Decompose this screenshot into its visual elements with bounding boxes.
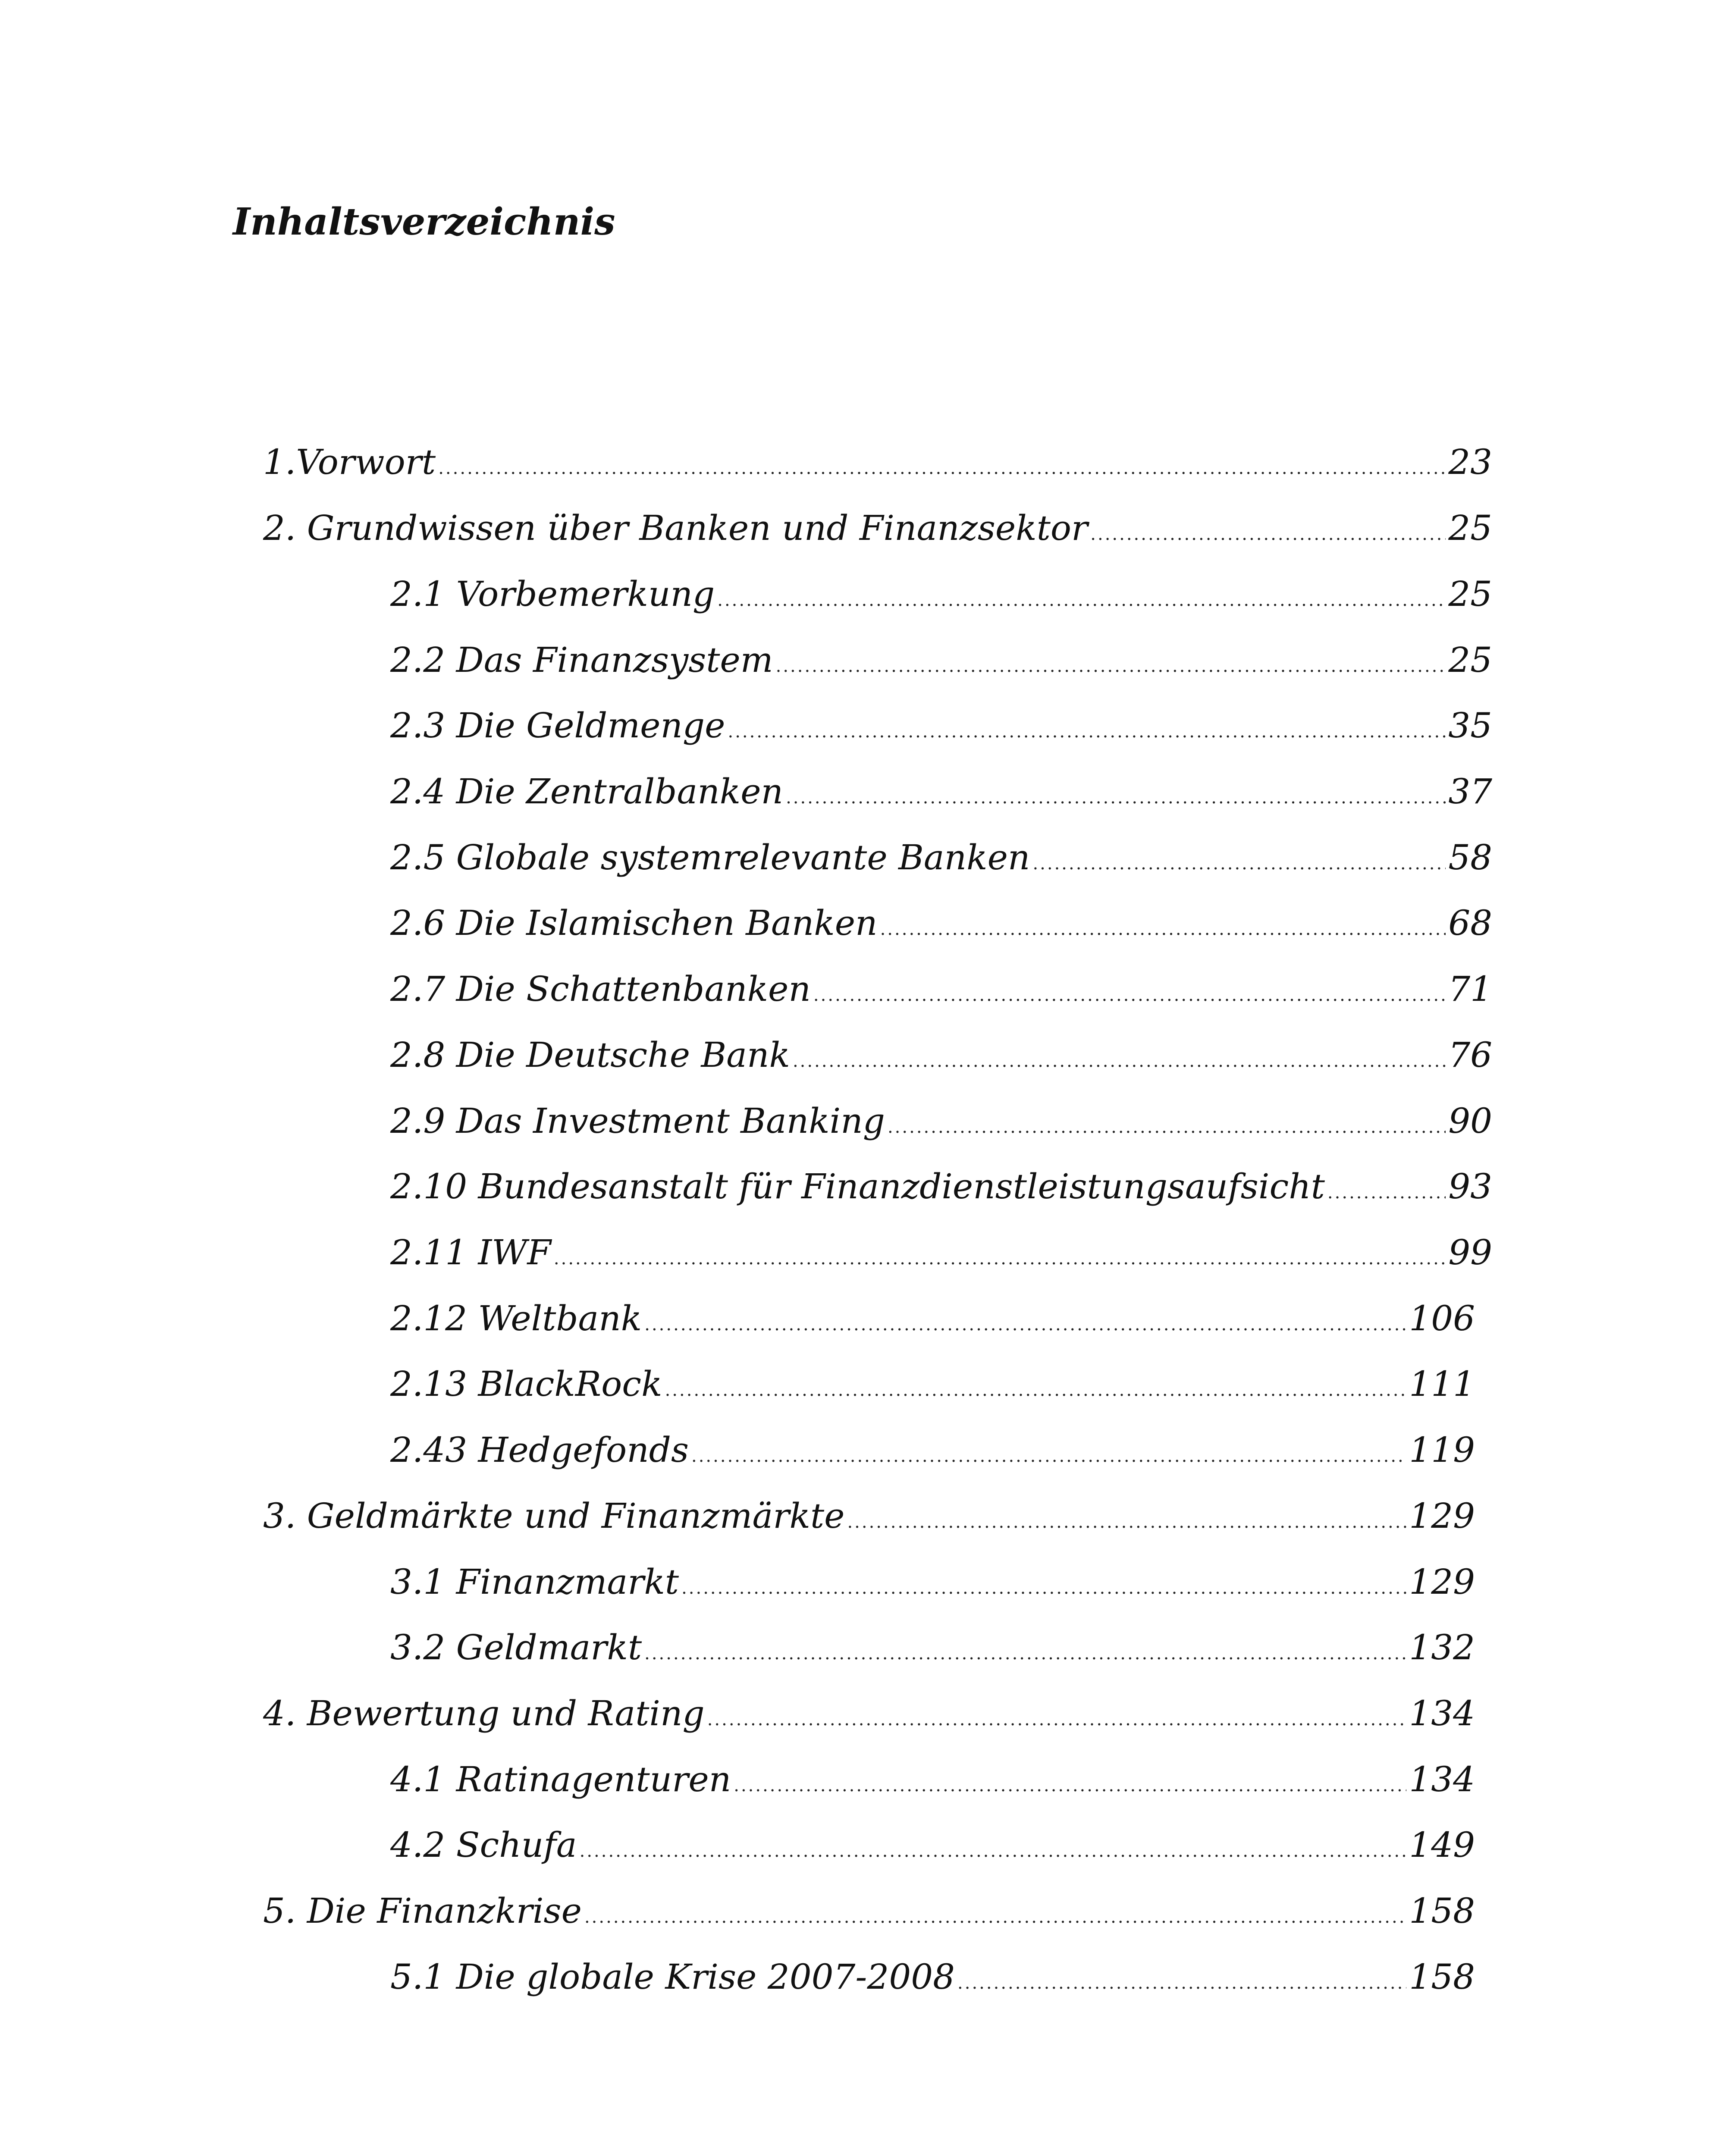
toc-dot-leader xyxy=(554,1233,1446,1285)
toc-page-number: 23 xyxy=(1448,442,1492,482)
toc-page-number: 35 xyxy=(1448,705,1492,746)
toc-entry-title: 2.9 Das Investment Banking xyxy=(390,1101,885,1141)
toc-dot-leader xyxy=(1327,1167,1446,1219)
toc-dot-leader xyxy=(644,1628,1406,1680)
toc-dot-leader xyxy=(580,1825,1407,1877)
toc-entry-bafin[interactable] xyxy=(390,1161,1492,1213)
toc-entry-globale-krise[interactable] xyxy=(390,1951,1475,2003)
toc-entry-islamische-banken[interactable] xyxy=(390,897,1492,949)
toc-entry-title: 2.43 Hedgefonds xyxy=(390,1430,689,1470)
toc-page-number: 132 xyxy=(1409,1627,1475,1667)
toc-entry-weltbank[interactable] xyxy=(390,1293,1475,1344)
toc-page-number: 106 xyxy=(1409,1298,1475,1338)
toc-page-number: 119 xyxy=(1409,1430,1475,1470)
toc-entry-finanzkrise[interactable] xyxy=(263,1885,1475,1937)
toc-entry-title: 2.4 Die Zentralbanken xyxy=(390,771,784,812)
toc-entry-title: 2.6 Die Islamischen Banken xyxy=(390,903,878,943)
toc-page-number: 71 xyxy=(1448,969,1492,1009)
toc-page-number: 158 xyxy=(1409,1891,1475,1931)
toc-dot-leader xyxy=(793,1035,1446,1087)
toc-entry-vorbemerkung[interactable] xyxy=(390,568,1492,620)
toc-entry-schattenbanken[interactable] xyxy=(390,963,1492,1015)
toc-entry-ratinagenturen[interactable] xyxy=(390,1754,1475,1805)
toc-dot-leader xyxy=(728,706,1446,758)
toc-dot-leader xyxy=(847,1496,1406,1548)
toc-entry-title: 4.1 Ratinagenturen xyxy=(390,1759,731,1799)
toc-dot-leader xyxy=(888,1101,1446,1153)
toc-entry-finanzsystem[interactable] xyxy=(390,634,1492,686)
toc-page-number: 25 xyxy=(1448,574,1492,614)
toc-dot-leader xyxy=(644,1299,1406,1351)
toc-dot-leader xyxy=(957,1957,1406,2009)
toc-entry-title: 3.1 Finanzmarkt xyxy=(390,1562,679,1602)
toc-entry-title: 2.3 Die Geldmenge xyxy=(390,705,725,746)
toc-entry-title: 2.5 Globale systemrelevante Banken xyxy=(390,837,1030,877)
toc-entry-systemrelevante-banken[interactable] xyxy=(390,832,1492,884)
toc-dot-leader xyxy=(734,1760,1406,1811)
toc-page-number: 99 xyxy=(1448,1232,1492,1272)
toc-entry-zentralbanken[interactable] xyxy=(390,766,1492,818)
toc-dot-leader xyxy=(786,772,1446,824)
toc-entry-title: 3. Geldmärkte und Finanzmärkte xyxy=(263,1496,845,1536)
toc-dot-leader xyxy=(1090,508,1446,560)
toc-entry-finanzmarkt[interactable] xyxy=(390,1556,1475,1608)
toc-dot-leader xyxy=(438,442,1446,494)
toc-entry-title: 2.1 Vorbemerkung xyxy=(390,574,715,614)
toc-entry-schufa[interactable] xyxy=(390,1819,1475,1871)
toc-page-number: 129 xyxy=(1409,1562,1475,1602)
toc-entry-title: 3.2 Geldmarkt xyxy=(390,1627,642,1667)
toc-entry-title: 2.8 Die Deutsche Bank xyxy=(390,1035,790,1075)
toc-dot-leader xyxy=(707,1694,1407,1745)
toc-page-number: 93 xyxy=(1448,1166,1492,1206)
toc-dot-leader xyxy=(681,1562,1406,1614)
toc-entry-title: 2.7 Die Schattenbanken xyxy=(390,969,811,1009)
toc-dot-leader xyxy=(880,903,1446,955)
toc-entry-title: 2.11 IWF xyxy=(390,1232,551,1272)
toc-entry-title: 2. Grundwissen über Banken und Finanzsektor xyxy=(263,508,1088,548)
toc-entry-deutsche-bank[interactable] xyxy=(390,1029,1492,1081)
toc-dot-leader xyxy=(691,1430,1406,1482)
toc-entry-title: 2.2 Das Finanzsystem xyxy=(390,640,773,680)
toc-entry-geldmenge[interactable] xyxy=(390,700,1492,752)
toc-entry-bewertung-rating[interactable] xyxy=(263,1688,1475,1739)
toc-page-number: 25 xyxy=(1448,640,1492,680)
toc-entry-geldmaerkte[interactable] xyxy=(263,1490,1475,1542)
toc-entry-blackrock[interactable] xyxy=(390,1358,1475,1410)
toc-entry-title: 4.2 Schufa xyxy=(390,1825,577,1865)
toc-page-number: 158 xyxy=(1409,1957,1475,1997)
toc-page-number: 76 xyxy=(1448,1035,1492,1075)
toc-entry-title: 2.10 Bundesanstalt für Finanzdienstleistungsaufsicht xyxy=(390,1166,1325,1206)
toc-page-number: 25 xyxy=(1448,508,1492,548)
toc-page-number: 111 xyxy=(1409,1364,1475,1404)
toc-page-number: 90 xyxy=(1448,1101,1492,1141)
toc-entry-geldmarkt[interactable] xyxy=(390,1622,1475,1673)
toc-page-number: 129 xyxy=(1409,1496,1475,1536)
toc-page-number: 37 xyxy=(1448,771,1492,812)
toc-dot-leader xyxy=(813,969,1446,1021)
page-title: Inhaltsverzeichnis xyxy=(233,200,615,244)
toc-dot-leader xyxy=(717,574,1446,626)
toc-page-number: 68 xyxy=(1448,903,1492,943)
toc-dot-leader xyxy=(665,1364,1407,1416)
toc-entry-title: 2.12 Weltbank xyxy=(390,1298,642,1338)
toc-dot-leader xyxy=(584,1891,1406,1943)
toc-dot-leader xyxy=(776,640,1446,692)
toc-entry-vorwort[interactable] xyxy=(263,436,1492,488)
toc-entry-title: 1.Vorwort xyxy=(263,442,436,482)
toc-page-number: 134 xyxy=(1409,1693,1475,1733)
toc-entry-investment-banking[interactable] xyxy=(390,1095,1492,1147)
toc-entry-hedgefonds[interactable] xyxy=(390,1424,1475,1476)
toc-page-number: 58 xyxy=(1448,837,1492,877)
toc-dot-leader xyxy=(1032,838,1446,890)
toc-entry-grundwissen[interactable] xyxy=(263,502,1492,554)
toc-entry-title: 2.13 BlackRock xyxy=(390,1364,662,1404)
toc-entry-title: 4. Bewertung und Rating xyxy=(263,1693,705,1733)
toc-entry-title: 5. Die Finanzkrise xyxy=(263,1891,582,1931)
toc-page-number: 134 xyxy=(1409,1759,1475,1799)
toc-entry-iwf[interactable] xyxy=(390,1227,1492,1279)
toc-page-number: 149 xyxy=(1409,1825,1475,1865)
toc-entry-title: 5.1 Die globale Krise 2007-2008 xyxy=(390,1957,955,1997)
